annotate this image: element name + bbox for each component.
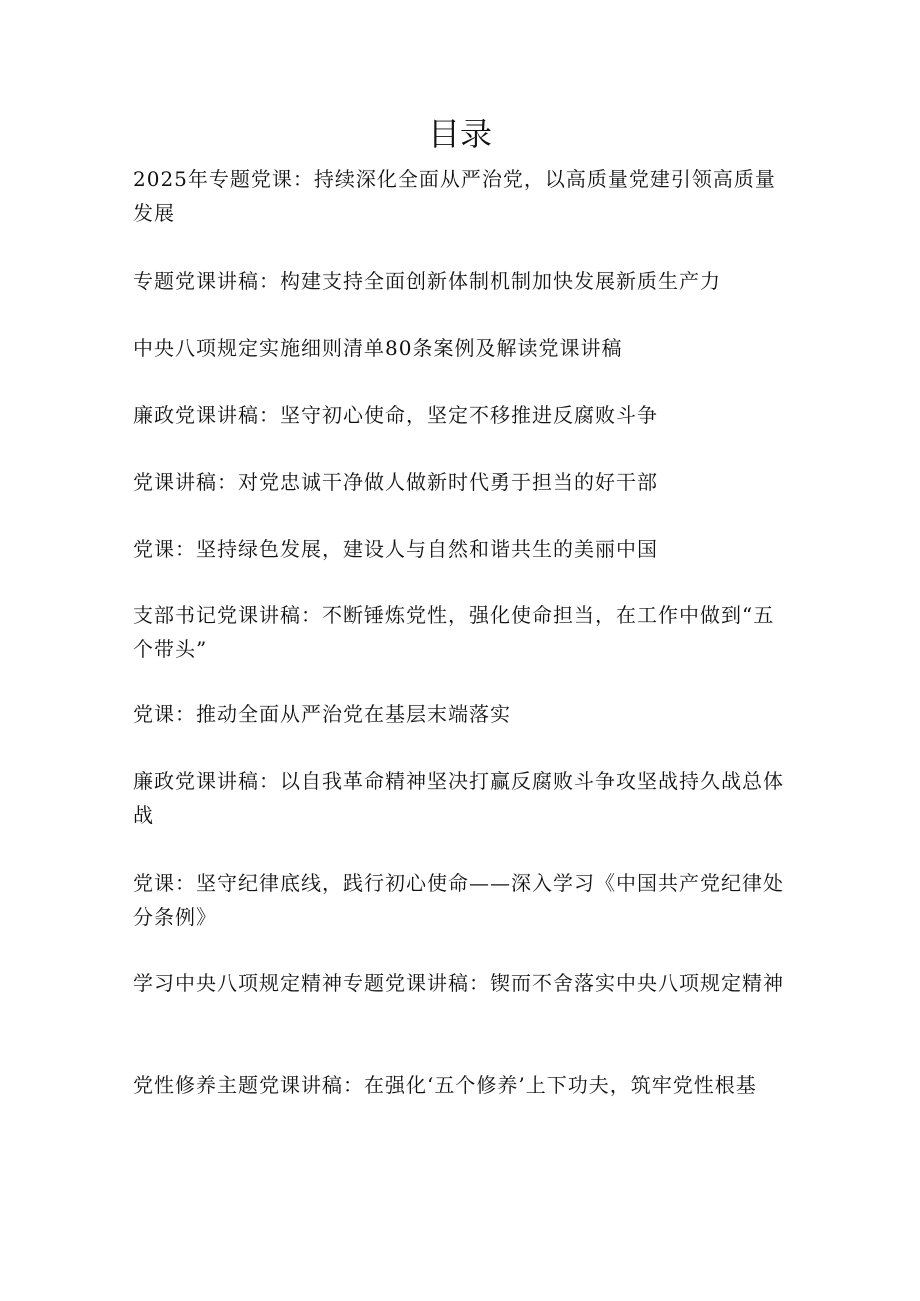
toc-entry: 党课讲稿：对党忠诚干净做人做新时代勇于担当的好干部 [133, 470, 658, 494]
toc-entry: 廉政党课讲稿：以自我革命精神坚决打赢反腐败斗争攻坚战持久战总体战 [133, 769, 784, 827]
toc-entry: 中央八项规定实施细则清单80条案例及解读党课讲稿 [133, 336, 623, 360]
toc-entry: 党课：推动全面从严治党在基层末端落实 [133, 702, 511, 726]
toc-entry: 2025年专题党课：持续深化全面从严治党，以高质量党建引领高质量发展 [133, 167, 776, 225]
toc-entry: 党课：坚持绿色发展，建设人与自然和谐共生的美丽中国 [133, 537, 658, 561]
toc-title: 目录 [427, 115, 492, 153]
toc-entry: 党性修养主题党课讲稿：在强化‘五个修养’上下功夫，筑牢党性根基 [133, 1073, 757, 1097]
toc-entry: 党课：坚守纪律底线，践行初心使命——深入学习《中国共产党纪律处分条例》 [133, 871, 784, 929]
toc-entry: 廉政党课讲稿：坚守初心使命，坚定不移推进反腐败斗争 [133, 403, 658, 427]
toc-entry: 专题党课讲稿：构建支持全面创新体制机制加快发展新质生产力 [133, 269, 721, 293]
toc-entry: 学习中央八项规定精神专题党课讲稿：锲而不舍落实中央八项规定精神 [133, 971, 784, 995]
toc-entry: 支部书记党课讲稿：不断锤炼党性，强化使命担当，在工作中做到“五个带头” [133, 603, 775, 661]
